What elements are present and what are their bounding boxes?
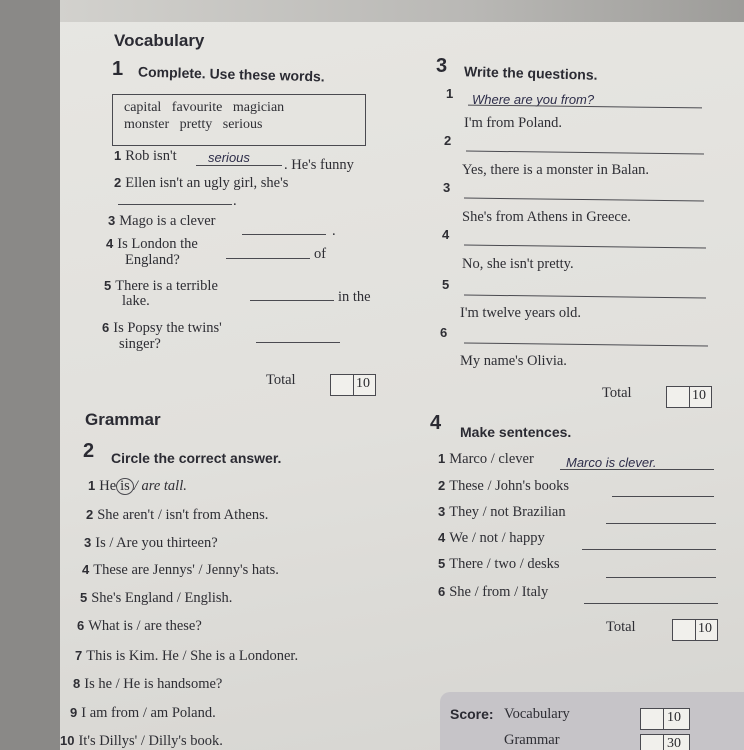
vocabulary-total-box: 10 — [330, 374, 376, 396]
answer-line — [242, 234, 326, 235]
score-grammar-label: Grammar — [504, 732, 560, 748]
answer-line — [464, 343, 708, 347]
vocab-item-1-answer: serious — [208, 150, 250, 165]
grammar-item-6: 6 What is / are these? — [77, 618, 202, 634]
question-1-number: 1 — [446, 86, 454, 101]
vocab-item-5-cont: lake. — [122, 293, 150, 309]
workbook-page — [60, 0, 744, 750]
question-3-number: 3 — [443, 180, 451, 195]
sentence-item-4: 4 We / not / happy — [438, 530, 545, 546]
questions-total-box: 10 — [666, 386, 712, 408]
question-4-number: 4 — [442, 227, 450, 242]
question-6-number: 6 — [440, 325, 448, 340]
sentence-item-1-answer: Marco is clever. — [566, 455, 657, 470]
sentence-item-5: 5 There / two / desks — [438, 556, 560, 572]
sentence-item-1: 1 Marco / clever — [438, 451, 534, 467]
grammar-item-1: 1 He is / are tall. — [88, 478, 187, 494]
grammar-item-5: 5 She's England / English. — [80, 590, 233, 606]
answer-line — [582, 549, 716, 550]
word-box-line-1: capital favourite magician — [124, 100, 285, 115]
question-1-reply: I'm from Poland. — [464, 115, 563, 131]
grammar-item-9: 9 I am from / am Poland. — [70, 705, 216, 721]
vocab-item-2-end: . — [233, 193, 237, 209]
grammar-item-10: 10 It's Dillys' / Dilly's book. — [60, 733, 223, 749]
vocab-item-2: 2 Ellen isn't an ugly girl, she's — [114, 175, 289, 191]
question-1-written: Where are you from? — [472, 92, 595, 107]
answer-line — [464, 295, 706, 299]
page-top-edge — [60, 0, 744, 22]
answer-line — [196, 165, 282, 166]
score-grammar-box: 30 — [640, 734, 690, 750]
exercise-2-title: Circle the correct answer. — [111, 450, 282, 466]
grammar-item-4: 4 These are Jennys' / Jenny's hats. — [82, 562, 279, 578]
vocab-item-4: 4 Is London the — [106, 236, 198, 252]
question-6-reply: My name's Olivia. — [460, 353, 567, 369]
vocab-item-5-end: in the — [338, 289, 371, 305]
word-box-line-2: monster pretty serious — [124, 117, 263, 132]
sentences-total-box: 10 — [672, 619, 718, 641]
answer-line — [118, 204, 232, 205]
exercise-4-number: 4 — [430, 412, 442, 434]
vocab-item-4-end: of — [314, 246, 327, 262]
vocabulary-total-label: Total — [266, 372, 296, 388]
vocab-item-1: 1 Rob isn't — [114, 148, 177, 164]
sentences-total-label: Total — [606, 619, 636, 635]
vocab-item-3: 3 Mago is a clever — [108, 213, 216, 229]
grammar-item-3: 3 Is / Are you thirteen? — [84, 535, 218, 551]
exercise-1-title: Complete. Use these words. — [137, 63, 325, 85]
exercise-1-number: 1 — [112, 58, 124, 80]
question-3-reply: She's from Athens in Greece. — [462, 209, 631, 225]
score-vocabulary-label: Vocabulary — [504, 706, 570, 722]
word-box — [112, 94, 366, 146]
answer-line — [606, 577, 716, 578]
question-4-reply: No, she isn't pretty. — [462, 256, 574, 272]
answer-line — [606, 523, 716, 524]
grammar-item-2: 2 She aren't / isn't from Athens. — [86, 507, 269, 523]
questions-total-label: Total — [602, 385, 632, 401]
answer-line — [466, 151, 704, 155]
exercise-2-number: 2 — [83, 440, 95, 462]
grammar-heading: Grammar — [85, 410, 161, 429]
vocab-item-6-cont: singer? — [119, 336, 161, 352]
grammar-item-7: 7 This is Kim. He / She is a Londoner. — [75, 648, 299, 664]
answer-line — [612, 496, 714, 497]
answer-line — [226, 258, 310, 259]
answer-line — [560, 469, 714, 470]
exercise-3-title: Write the questions. — [463, 63, 598, 83]
vocab-item-4-cont: England? — [125, 252, 180, 268]
exercise-3-number: 3 — [436, 55, 448, 77]
sentence-item-3: 3 They / not Brazilian — [438, 504, 566, 520]
vocab-item-3-end: . — [332, 223, 336, 239]
vocab-item-5: 5 There is a terrible — [104, 278, 218, 294]
sentence-item-6: 6 She / from / Italy — [438, 584, 549, 600]
score-label: Score: — [450, 706, 494, 722]
sentence-item-2: 2 These / John's books — [438, 478, 570, 494]
question-2-reply: Yes, there is a monster in Balan. — [462, 162, 649, 178]
vocab-item-1-end: . He's funny — [284, 157, 354, 173]
answer-line — [256, 342, 340, 343]
question-2-number: 2 — [444, 133, 452, 148]
question-5-reply: I'm twelve years old. — [460, 305, 581, 321]
circled-answer: is — [116, 478, 134, 495]
grammar-item-8: 8 Is he / He is handsome? — [73, 676, 223, 692]
answer-line — [464, 245, 706, 249]
answer-line — [464, 198, 704, 202]
exercise-4-title: Make sentences. — [460, 424, 572, 440]
vocab-item-6: 6 Is Popsy the twins' — [102, 320, 222, 336]
answer-line — [584, 603, 718, 604]
score-vocabulary-box: 10 — [640, 708, 690, 730]
question-5-number: 5 — [442, 277, 450, 292]
vocabulary-heading: Vocabulary — [114, 31, 205, 50]
answer-line — [250, 300, 334, 301]
